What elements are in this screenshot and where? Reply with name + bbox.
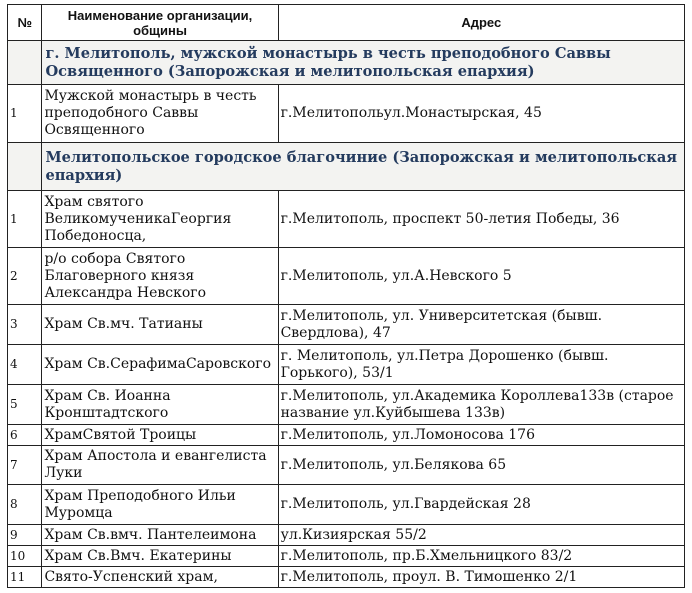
organizations-table-container: [7, 4, 685, 588]
table-row: [8, 425, 685, 446]
row-organization-name: Храм святого ВеликомученикаГеоргия Победоносца,: [42, 191, 278, 248]
row-address: г.Мелитополь, ул.Гвардейская 28: [278, 485, 684, 525]
section-number-cell: [8, 41, 42, 85]
row-organization-name: Храм Св.вмч. Пантелеимона: [42, 525, 278, 546]
row-address: г.Мелитополь, ул.Академика Короллева133в (старое название ул.Куйбышева 133в): [278, 385, 684, 425]
row-address: г.Мелитополь, пр.Б.Хмельницкого 83/2: [278, 546, 684, 567]
table-row: [8, 446, 685, 485]
row-organization-name: Храм Св. Иоанна Кронштадтского: [42, 385, 278, 425]
row-address: г.Мелитополь, проул. В. Тимошенко 2/1: [278, 567, 684, 588]
table-row: [8, 546, 685, 567]
row-address: ул.Кизиярская 55/2: [278, 525, 684, 546]
table-row: [8, 385, 685, 425]
row-number: 5: [8, 385, 42, 425]
row-number: 1: [8, 191, 42, 248]
table-row: [8, 345, 685, 385]
header-organization-name: Наименование организации, общины: [42, 5, 278, 41]
row-address: г.Мелитополь, ул.А.Невского 5: [278, 248, 684, 305]
row-address: г.Мелитопольул.Монастырская, 45: [278, 85, 684, 143]
row-number: 7: [8, 446, 42, 485]
row-number: 8: [8, 485, 42, 525]
row-address: г.Мелитополь, проспект 50-летия Победы, 36: [278, 191, 684, 248]
header-address: Адрес: [278, 5, 684, 41]
row-organization-name: Храм Св.мч. Татианы: [42, 305, 278, 345]
row-number: 9: [8, 525, 42, 546]
section-number-cell: [8, 143, 42, 191]
row-address: г.Мелитополь, ул. Университетская (бывш. Свердлова), 47: [278, 305, 684, 345]
table-row: [8, 525, 685, 546]
row-organization-name: Храм Св.СерафимаСаровского: [42, 345, 278, 385]
section-title: г. Мелитополь, мужской монастырь в честь преподобного Саввы Освященного (Запорожская и мелитопольская епархия): [42, 41, 685, 85]
row-number: 6: [8, 425, 42, 446]
table-row: [8, 85, 685, 143]
row-address: г.Мелитополь, ул.Ломоносова 176: [278, 425, 684, 446]
table-row: [8, 191, 685, 248]
row-number: 4: [8, 345, 42, 385]
row-organization-name: ХрамСвятой Троицы: [42, 425, 278, 446]
row-organization-name: Мужской монастырь в честь преподобного Саввы Освященного: [42, 85, 278, 143]
header-number: №: [8, 5, 42, 41]
section-row: [8, 41, 685, 85]
row-organization-name: р/о собора Святого Благоверного князя Александра Невского: [42, 248, 278, 305]
row-number: 3: [8, 305, 42, 345]
table-row: [8, 567, 685, 588]
row-number: 2: [8, 248, 42, 305]
row-organization-name: Храм Преподобного Ильи Муромца: [42, 485, 278, 525]
table-header-row: [8, 5, 685, 41]
organizations-table: [7, 4, 685, 588]
row-address: г. Мелитополь, ул.Петра Дорошенко (бывш. Горького), 53/1: [278, 345, 684, 385]
table-row: [8, 248, 685, 305]
row-number: 1: [8, 85, 42, 143]
row-organization-name: Храм Апостола и евангелиста Луки: [42, 446, 278, 485]
row-organization-name: Свято-Успенский храм,: [42, 567, 278, 588]
table-row: [8, 305, 685, 345]
section-title: Мелитопольское городское благочиние (Запорожская и мелитопольская епархия): [42, 143, 685, 191]
table-row: [8, 485, 685, 525]
row-number: 10: [8, 546, 42, 567]
row-number: 11: [8, 567, 42, 588]
row-address: г.Мелитополь, ул.Белякова 65: [278, 446, 684, 485]
section-row: [8, 143, 685, 191]
row-organization-name: Храм Св.Вмч. Екатерины: [42, 546, 278, 567]
